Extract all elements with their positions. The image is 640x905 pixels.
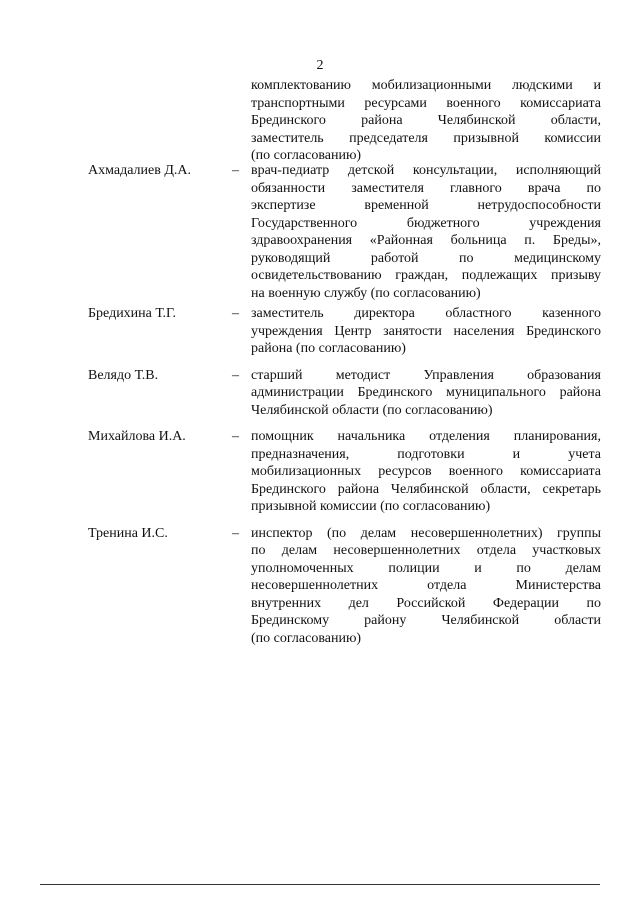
page-number: 2 [316,58,324,73]
member-entry [0,525,640,648]
continuation-line: заместитель председателя призывной комиссии [251,130,601,146]
member-name: Ахмадалиев Д.А. [88,163,192,178]
dash-separator: – [232,429,239,444]
continuation-line: транспортными ресурсами военного комиссариата [251,95,601,111]
member-name: Бредихина Т.Г. [88,306,177,321]
continuation-line: (по согласованию) [251,148,362,163]
member-entry [0,162,640,302]
member-entry [0,367,640,420]
description-line: предназначения, подготовки и учета [251,446,601,462]
member-name: Велядо Т.В. [88,367,159,383]
description-line: Государственного бюджетного учреждения [251,215,601,231]
description-line: (по согласованию) [251,630,362,646]
description-line: руководящий работой по медицинскому [251,250,601,266]
description-line: мобилизационных ресурсов военного комиссариата [251,464,601,479]
dash-separator: – [232,306,239,321]
description-line: учреждения Центр занятости населения Брединского [251,323,601,339]
description-line: администрации Брединского муниципального района [251,385,601,400]
description-line: помощник начальника отделения планирования, [251,429,601,444]
description-line: старший методист Управления образования [251,367,601,383]
member-entry [0,428,640,516]
description-line: Брединскому району Челябинской области [251,613,601,628]
description-line: Брединского района Челябинской области, секретарь [251,481,601,497]
description-line: заместитель директора областного казенного [251,306,601,321]
description-line: по делам несовершеннолетних отдела участковых [251,543,601,558]
member-entry [0,305,640,358]
description-line: инспектор (по делам несовершеннолетних) группы [251,525,601,541]
dash-separator: – [232,163,239,178]
continuation-line: комплектованию мобилизационными людскими и [251,78,601,93]
description-line: обязанности заместителя главного врача по [251,180,601,196]
continuation-block [251,77,601,165]
member-name: Михайлова И.А. [88,429,186,444]
description-line: призывной комиссии (по согласованию) [251,499,491,514]
description-line: врач-педиатр детской консультации, исполняющий [251,163,601,178]
description-line: экспертизе временной нетрудоспособности [251,198,601,213]
description-line: уполномоченных полиции и по делам [251,560,601,576]
dash-separator: – [232,367,239,383]
description-line: на военную службу (по согласованию) [251,285,481,301]
member-name: Тренина И.С. [88,525,168,541]
description-line: района (по согласованию) [251,341,406,356]
continuation-line: Брединского района Челябинской области, [251,113,601,128]
description-line: несовершеннолетних отдела Министерства [251,578,601,593]
description-line: здравоохранения «Районная больница п. Бреды», [251,233,601,248]
commission-members-list [0,162,640,647]
description-line: освидетельствованию граждан, подлежащих призыву [251,268,601,283]
member-description [251,162,601,302]
member-description [251,428,601,516]
member-description [251,367,601,420]
dash-separator: – [232,525,239,541]
footer-divider [40,884,600,885]
member-description [251,525,601,648]
description-line: Челябинской области (по согласованию) [251,402,493,418]
member-description [251,305,601,358]
description-line: внутренних дел Российской Федерации по [251,595,601,611]
